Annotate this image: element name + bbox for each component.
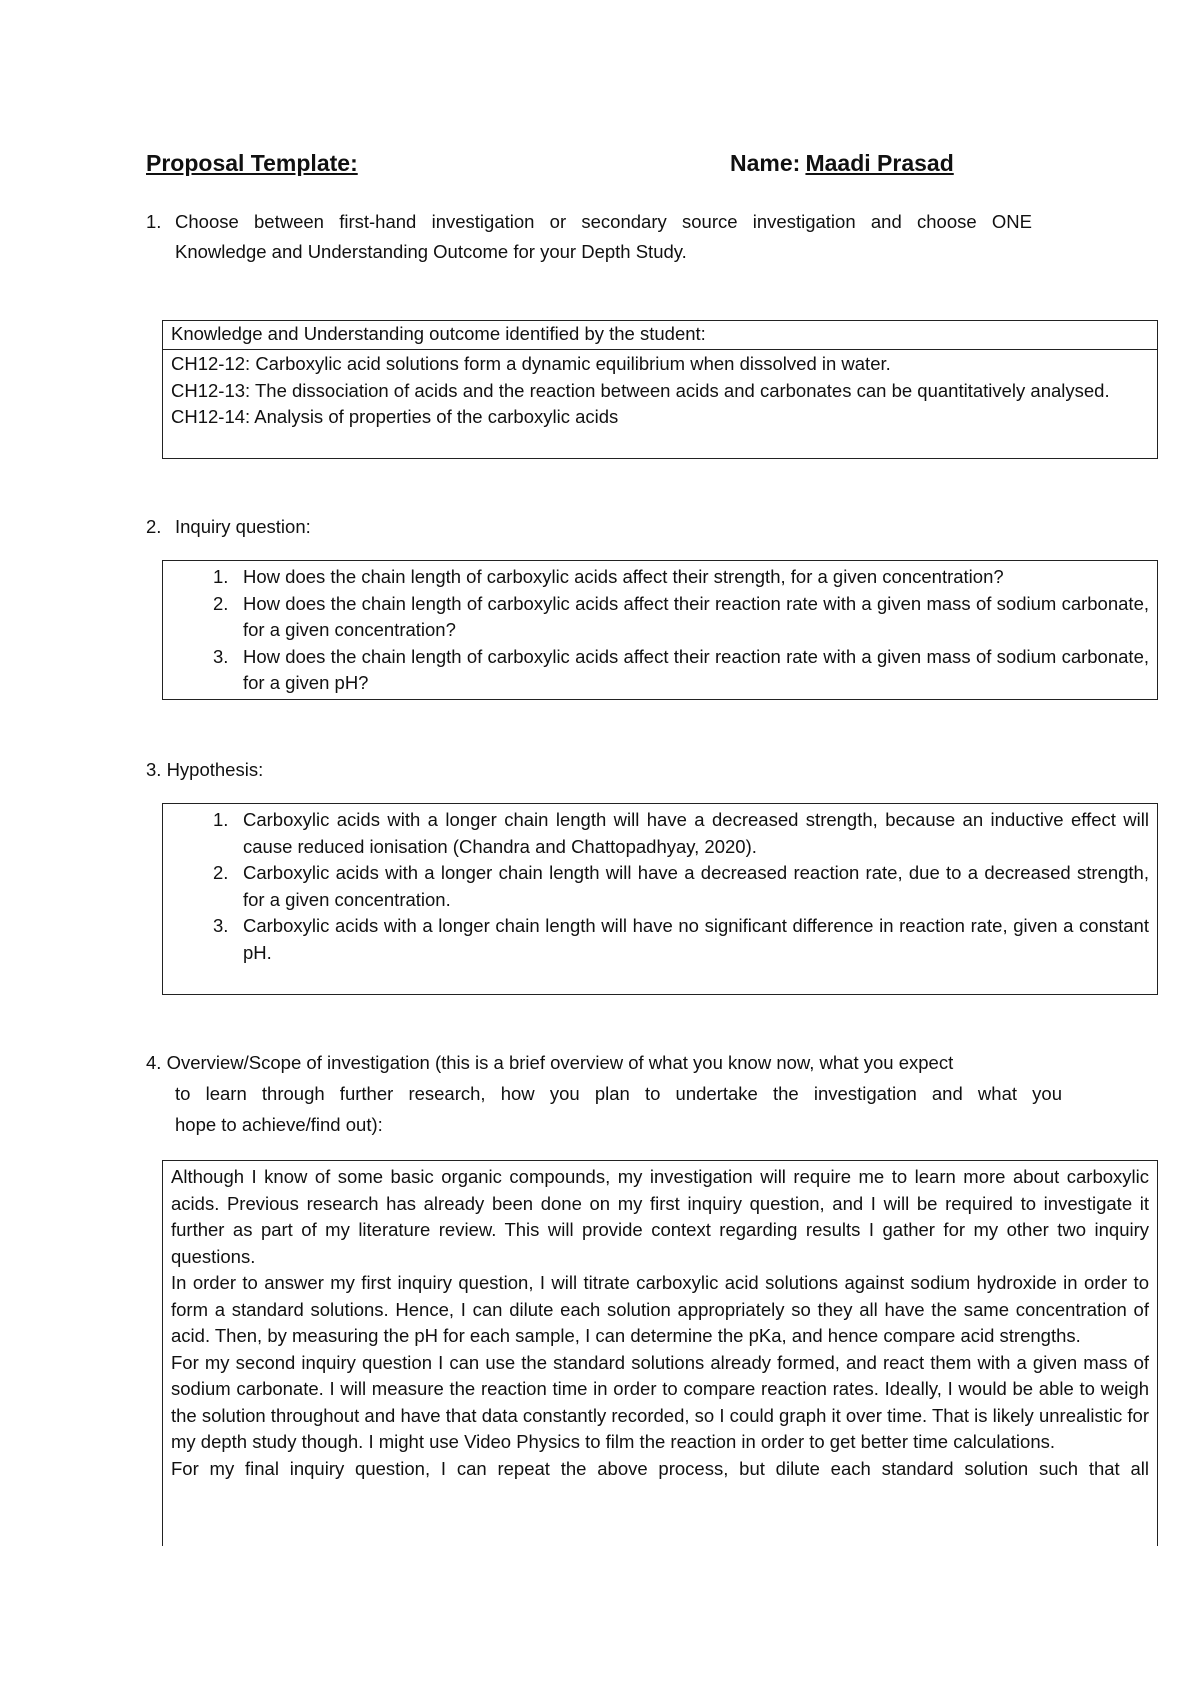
list-number: 3. bbox=[213, 915, 229, 936]
name-label: Name: bbox=[730, 150, 801, 176]
hypothesis-box bbox=[162, 803, 1158, 995]
section2-number: 2. bbox=[146, 516, 162, 537]
list-item bbox=[163, 860, 1157, 913]
list-text: How does the chain length of carboxylic acids affect their reaction rate with a given mass of sodium carbonate, for a given pH? bbox=[243, 645, 1149, 693]
list-text: How does the chain length of carboxylic acids affect their strength, for a given concentration? bbox=[243, 566, 1004, 587]
section2-label: Inquiry question: bbox=[175, 516, 311, 537]
section4-line3: hope to achieve/find out): bbox=[175, 1114, 383, 1135]
outcome-box bbox=[162, 320, 1158, 459]
list-item bbox=[163, 591, 1157, 644]
list-text: Carboxylic acids with a longer chain length will have a decreased reaction rate, due to a decreased strength, for a given concentration. bbox=[243, 862, 1149, 910]
outcome-item: CH12-14: Analysis of properties of the carboxylic acids bbox=[171, 406, 619, 427]
overview-paragraph: For my second inquiry question I can use the standard solutions already formed, and react them with a given mass of sodium carbonate. I will measure the reaction time in order to compare reaction rates. Ideally, I would be able to weigh the solution throughout and have that data constantly recorded, so I could graph it over time. That is likely unrealistic for my depth study though. I might use Video Physics to film the reaction in order to get better time calculations. bbox=[171, 1351, 1149, 1452]
overview-paragraph: In order to answer my first inquiry question, I will titrate carboxylic acid solutions against sodium hydroxide in order to form a standard solutions. Hence, I can dilute each solution appropriately so they all have the same concentration of acid. Then, by measuring the pH for each sample, I can determine the pKa, and hence compare acid strengths. bbox=[171, 1272, 1149, 1346]
list-text: Carboxylic acids with a longer chain length will have a decreased strength, because an inductive effect will cause reduced ionisation (Chandra and Chattopadhyay, 2020). bbox=[243, 809, 1149, 857]
overview-box bbox=[162, 1160, 1158, 1546]
overview-paragraph: For my final inquiry question, I can repeat the above process, but dilute each standard solution such that all bbox=[171, 1457, 1149, 1479]
section1-line2: Knowledge and Understanding Outcome for your Depth Study. bbox=[175, 241, 687, 262]
name-value: Maadi Prasad bbox=[805, 150, 954, 176]
name-field bbox=[730, 150, 954, 177]
list-text: Carboxylic acids with a longer chain length will have no significant difference in reaction rate, given a constant pH. bbox=[243, 915, 1149, 963]
list-number: 1. bbox=[213, 566, 229, 587]
section4-line1: 4. Overview/Scope of investigation (this is a brief overview of what you know now, what you expect bbox=[146, 1052, 954, 1073]
list-item bbox=[163, 564, 1157, 591]
section1-line1: Choose between first-hand investigation or secondary source investigation and choose ONE bbox=[175, 211, 1032, 232]
inquiry-box bbox=[162, 560, 1158, 700]
list-item bbox=[163, 644, 1157, 697]
page-title: Proposal Template: bbox=[146, 150, 358, 176]
list-text: How does the chain length of carboxylic acids affect their reaction rate with a given mass of sodium carbonate, for a given concentration? bbox=[243, 592, 1149, 640]
list-number: 1. bbox=[213, 809, 229, 830]
section4-line2: to learn through further research, how you plan to undertake the investigation and what you bbox=[175, 1083, 1062, 1104]
list-number: 2. bbox=[213, 862, 229, 883]
section3-label: 3. Hypothesis: bbox=[146, 759, 264, 780]
list-number: 2. bbox=[213, 592, 229, 614]
outcome-item: CH12-13: The dissociation of acids and the reaction between acids and carbonates can be quantitatively analysed. bbox=[171, 379, 1110, 401]
outcome-header-text: Knowledge and Understanding outcome identified by the student: bbox=[171, 323, 706, 344]
outcome-box-header bbox=[163, 321, 1157, 350]
section1-number: 1. bbox=[146, 211, 162, 232]
list-item bbox=[163, 913, 1157, 966]
list-number: 3. bbox=[213, 645, 229, 667]
outcome-item: CH12-12: Carboxylic acid solutions form a dynamic equilibrium when dissolved in water. bbox=[171, 353, 891, 374]
list-item bbox=[163, 807, 1157, 860]
overview-paragraph: Although I know of some basic organic compounds, my investigation will require me to learn more about carboxylic acids. Previous research has already been done on my first inquiry question, and I will be required to investigate it further as part of my literature review. This will provide context regarding results I gather for my other two inquiry questions. bbox=[171, 1166, 1149, 1267]
